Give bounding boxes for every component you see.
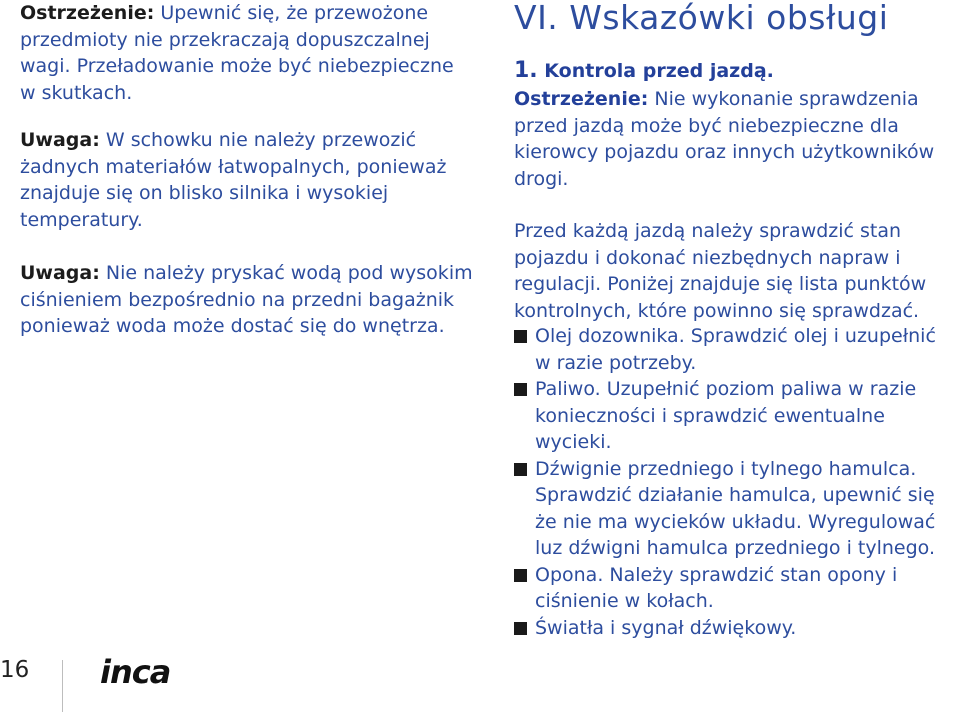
footer-divider (62, 660, 63, 712)
subsection-number: 1. (514, 58, 538, 83)
square-bullet-icon (514, 569, 527, 582)
square-bullet-icon (514, 622, 527, 635)
checklist-item (514, 615, 954, 642)
checklist-item (514, 376, 954, 456)
washing-note-paragraph (20, 260, 475, 340)
square-bullet-icon (514, 463, 527, 476)
subsection-title-text: Kontrola przed jazdą. (544, 60, 774, 82)
checklist (514, 323, 954, 641)
note-label: Uwaga: (20, 129, 100, 151)
pre-ride-warning-paragraph (514, 86, 954, 192)
square-bullet-icon (514, 383, 527, 396)
brand-logo: inca (100, 653, 171, 691)
checklist-item-text: Światła i sygnał dźwiękowy. (535, 616, 797, 639)
note-text: Nie należy pryskać wodą pod wysokim ciśnieniem bezpośrednio na przedni bagażnik ponieważ woda może dostać się do wnętrza. (20, 262, 473, 337)
checklist-item (514, 456, 954, 562)
checklist-item-text: Opona. Należy sprawdzić stan opony i ciśnienie w kołach. (535, 563, 898, 612)
checklist-item-text: Paliwo. Uzupełnić poziom paliwa w razie konieczności i sprawdzić ewentualne wycieki. (535, 378, 917, 453)
checklist-item-text: Dźwignie przedniego i tylnego hamulca. Sprawdzić działanie hamulca, upewnić się że nie ma wycieków układu. Wyregulować luz dźwigni hamulca przedniego i tylnego. (535, 457, 936, 559)
weight-warning-paragraph (20, 0, 475, 106)
checklist-item (514, 562, 954, 615)
warning-label: Ostrzeżenie: (514, 88, 649, 110)
note-text: W schowku nie należy przewozić żadnych materiałów łatwopalnych, ponieważ znajduje się on blisko silnika i wysokiej temperatury. (20, 129, 447, 231)
checklist-item-text: Olej dozownika. Sprawdzić olej i uzupełnić w razie potrzeby. (535, 325, 936, 374)
section-title: VI. Wskazówki obsługi (514, 0, 889, 37)
warning-text: Nie wykonanie sprawdzenia przed jazdą może być niebezpieczne dla kierowcy pojazdu oraz innych użytkowników drogi. (514, 88, 935, 190)
subsection-title (514, 58, 774, 84)
page-number: 16 (0, 657, 30, 683)
warning-label: Ostrzeżenie: (20, 2, 155, 24)
warning-text: Upewnić się, że przewożone przedmioty nie przekraczają dopuszczalnej wagi. Przeładowanie może być niebezpieczne w skutkach. (20, 2, 454, 104)
checklist-item (514, 323, 954, 376)
storage-note-paragraph (20, 127, 475, 233)
square-bullet-icon (514, 330, 527, 343)
intro-paragraph: Przed każdą jazdą należy sprawdzić stan pojazdu i dokonać niezbędnych napraw i regulacji. Poniżej znajduje się lista punktów kontrolnych, które powinno się sprawdzać. (514, 220, 927, 322)
note-label: Uwaga: (20, 262, 100, 284)
